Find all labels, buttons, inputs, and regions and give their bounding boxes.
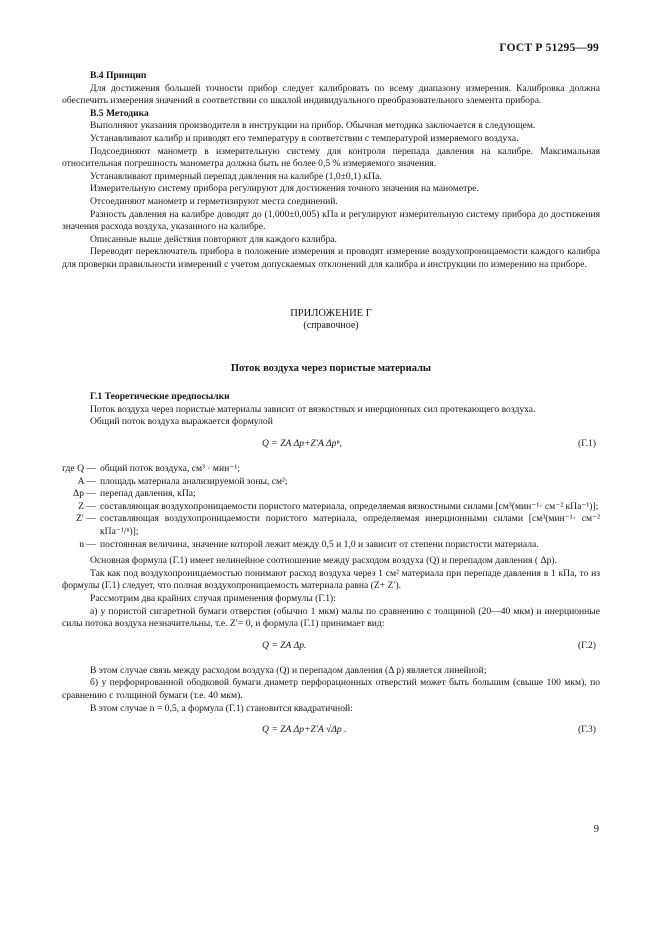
definition-symbol: Z — — [78, 500, 96, 512]
formula-g2 — [62, 640, 600, 656]
definition-symbol: n — — [79, 538, 96, 550]
formula-expression: Q = ZA Δp. — [262, 639, 307, 651]
formula-number: (Г.1) — [577, 438, 596, 450]
paragraph: Переводят переключатель прибора в положение измерения и проводят измерение воздухопроницаемости каждого калибра для проверки правильности измерений с учетом допускаемых отклонений для калибра и инструкции по измерению на приборе. — [62, 246, 600, 270]
formula-g3 — [62, 724, 600, 740]
standard-header: ГОСТ Р 51295—99 — [499, 42, 599, 54]
formula-expression: Q = ZA Δp+Z′A Δpⁿ, — [262, 438, 342, 450]
page-content — [62, 70, 600, 749]
definition-text: перепад давления, кПа; — [100, 488, 196, 500]
variable-definitions — [62, 463, 600, 551]
paragraph: Для достижения большей точности прибор следует калибровать по всему диапазону измерения. Калибровка должна обеспечить измерения значений в соответствии со шкалой индивидуального преобразовательного элемента прибора. — [62, 82, 600, 107]
definition-text: составляющая воздухопроницаемости пористого материала, определяемая вязкостными силами [см³(мин⁻¹· см⁻² кПа⁻¹)]; — [100, 500, 599, 512]
appendix-title: ПРИЛОЖЕНИЕ Г — [290, 307, 372, 319]
appendix-section-title: Поток воздуха через пористые материалы — [230, 362, 432, 374]
paragraph: Выполняют указания производителя в инструкции на прибор. Обычная методика заключается в следующем. — [90, 120, 536, 132]
definition-symbol: Z′ — — [76, 513, 96, 525]
paragraph: Рассмотрим два крайних случая применения формулы (Г.1): — [90, 593, 336, 604]
formula-g1 — [62, 438, 600, 454]
paragraph: Описанные выше действия повторяют для каждого калибра. — [90, 233, 337, 245]
paragraph: В этом случае связь между расходом воздуха (Q) и перепадом давления (Δ p) является линейной; — [90, 664, 487, 676]
paragraph: В этом случае n = 0,5, а формула (Г.1) становится квадратичной: — [90, 702, 353, 714]
definition-text: составляющая воздухопроницаемости пористого материала, определяемая инерционными силами [см³(мин⁻¹· см⁻² кПа⁻¹/ⁿ)]; — [100, 513, 600, 538]
paragraph: Основная формула (Г.1) имеет нелинейное соотношение между расходом воздуха (Q) и перепадом давления ( Δp). — [90, 555, 558, 567]
section-b4-heading: В.4 Принцип — [90, 70, 147, 81]
formula-number: (Г.3) — [577, 724, 596, 736]
formula-expression: Q = ZA Δp+Z′A √Δp . — [262, 724, 347, 736]
paragraph: Разность давления на калибре доводят до (1,000±0,005) кПа и регулируют измерительную систему прибора до достижения значения расхода воздуха, указанного на калибре. — [62, 208, 600, 233]
paragraph: Общий поток воздуха выражается формулой — [90, 416, 273, 428]
paragraph: Устанавливают калибр и приводят его температуру в соответствии с температурой измеряемого воздуха. — [90, 132, 519, 144]
paragraph: Устанавливают примерный перепад давления на калибре (1,0±0,1) кПа. — [90, 170, 382, 182]
definition-text: постоянная величина, значение которой лежит между 0,5 и 1,0 и зависит от степени пористости материала. — [100, 538, 539, 550]
appendix-subtitle: (справочное) — [303, 320, 359, 332]
section-b5-heading: В.5 Методика — [90, 107, 149, 119]
definition-symbol: A — — [77, 475, 96, 487]
paragraph: а) у пористой сигаретной бумаги отверстия (обычно 1 мкм) малы по сравнению с толщиной (20—40 мкм) и инерционные силы потока воздуха незначительны, т.е. Z′= 0, и формула (Г.1) принимает вид: — [62, 605, 600, 630]
section-g1-heading: Г.1 Теоретические предпосылки — [90, 391, 230, 403]
definition-text: площадь материала анализируемой зоны, см²; — [100, 475, 288, 487]
where-prefix: где Q — — [62, 463, 96, 475]
page-number: 9 — [593, 824, 599, 835]
formula-number: (Г.2) — [577, 639, 596, 651]
paragraph: Так как под воздухопроницаемостью понимают расход воздуха через 1 см² материала при перепаде давления в 1 кПа, то из формулы (Г.1) следует, что полная воздухопроницаемость материала равна (Z+ Z′). — [62, 567, 600, 592]
definition-text: общий поток воздуха, см³ · мин⁻¹; — [100, 463, 240, 475]
paragraph: Отсоединяют манометр и герметизируют места соединений. — [90, 195, 338, 207]
paragraph: б) у перфорированной ободковой бумаги диаметр перфорационных отверстий может быть большим (свыше 100 мкм), по сравнению с толщиной бумаги (т.е. 40 мкм). — [62, 677, 600, 701]
paragraph: Поток воздуха через пористые материалы зависит от вязкостных и инерционных сил протекающего воздуха. — [90, 403, 536, 415]
paragraph: Измерительную систему прибора регулируют для достижения точного значения на манометре. — [90, 183, 479, 195]
paragraph: Подсоединяют манометр в измерительную систему для контроля перепада давления на калибре. Максимальная относительная погрешность манометра должна быть не более 0,5 % измеряемого значения. — [62, 145, 600, 170]
definition-symbol: Δp — — [73, 488, 96, 500]
